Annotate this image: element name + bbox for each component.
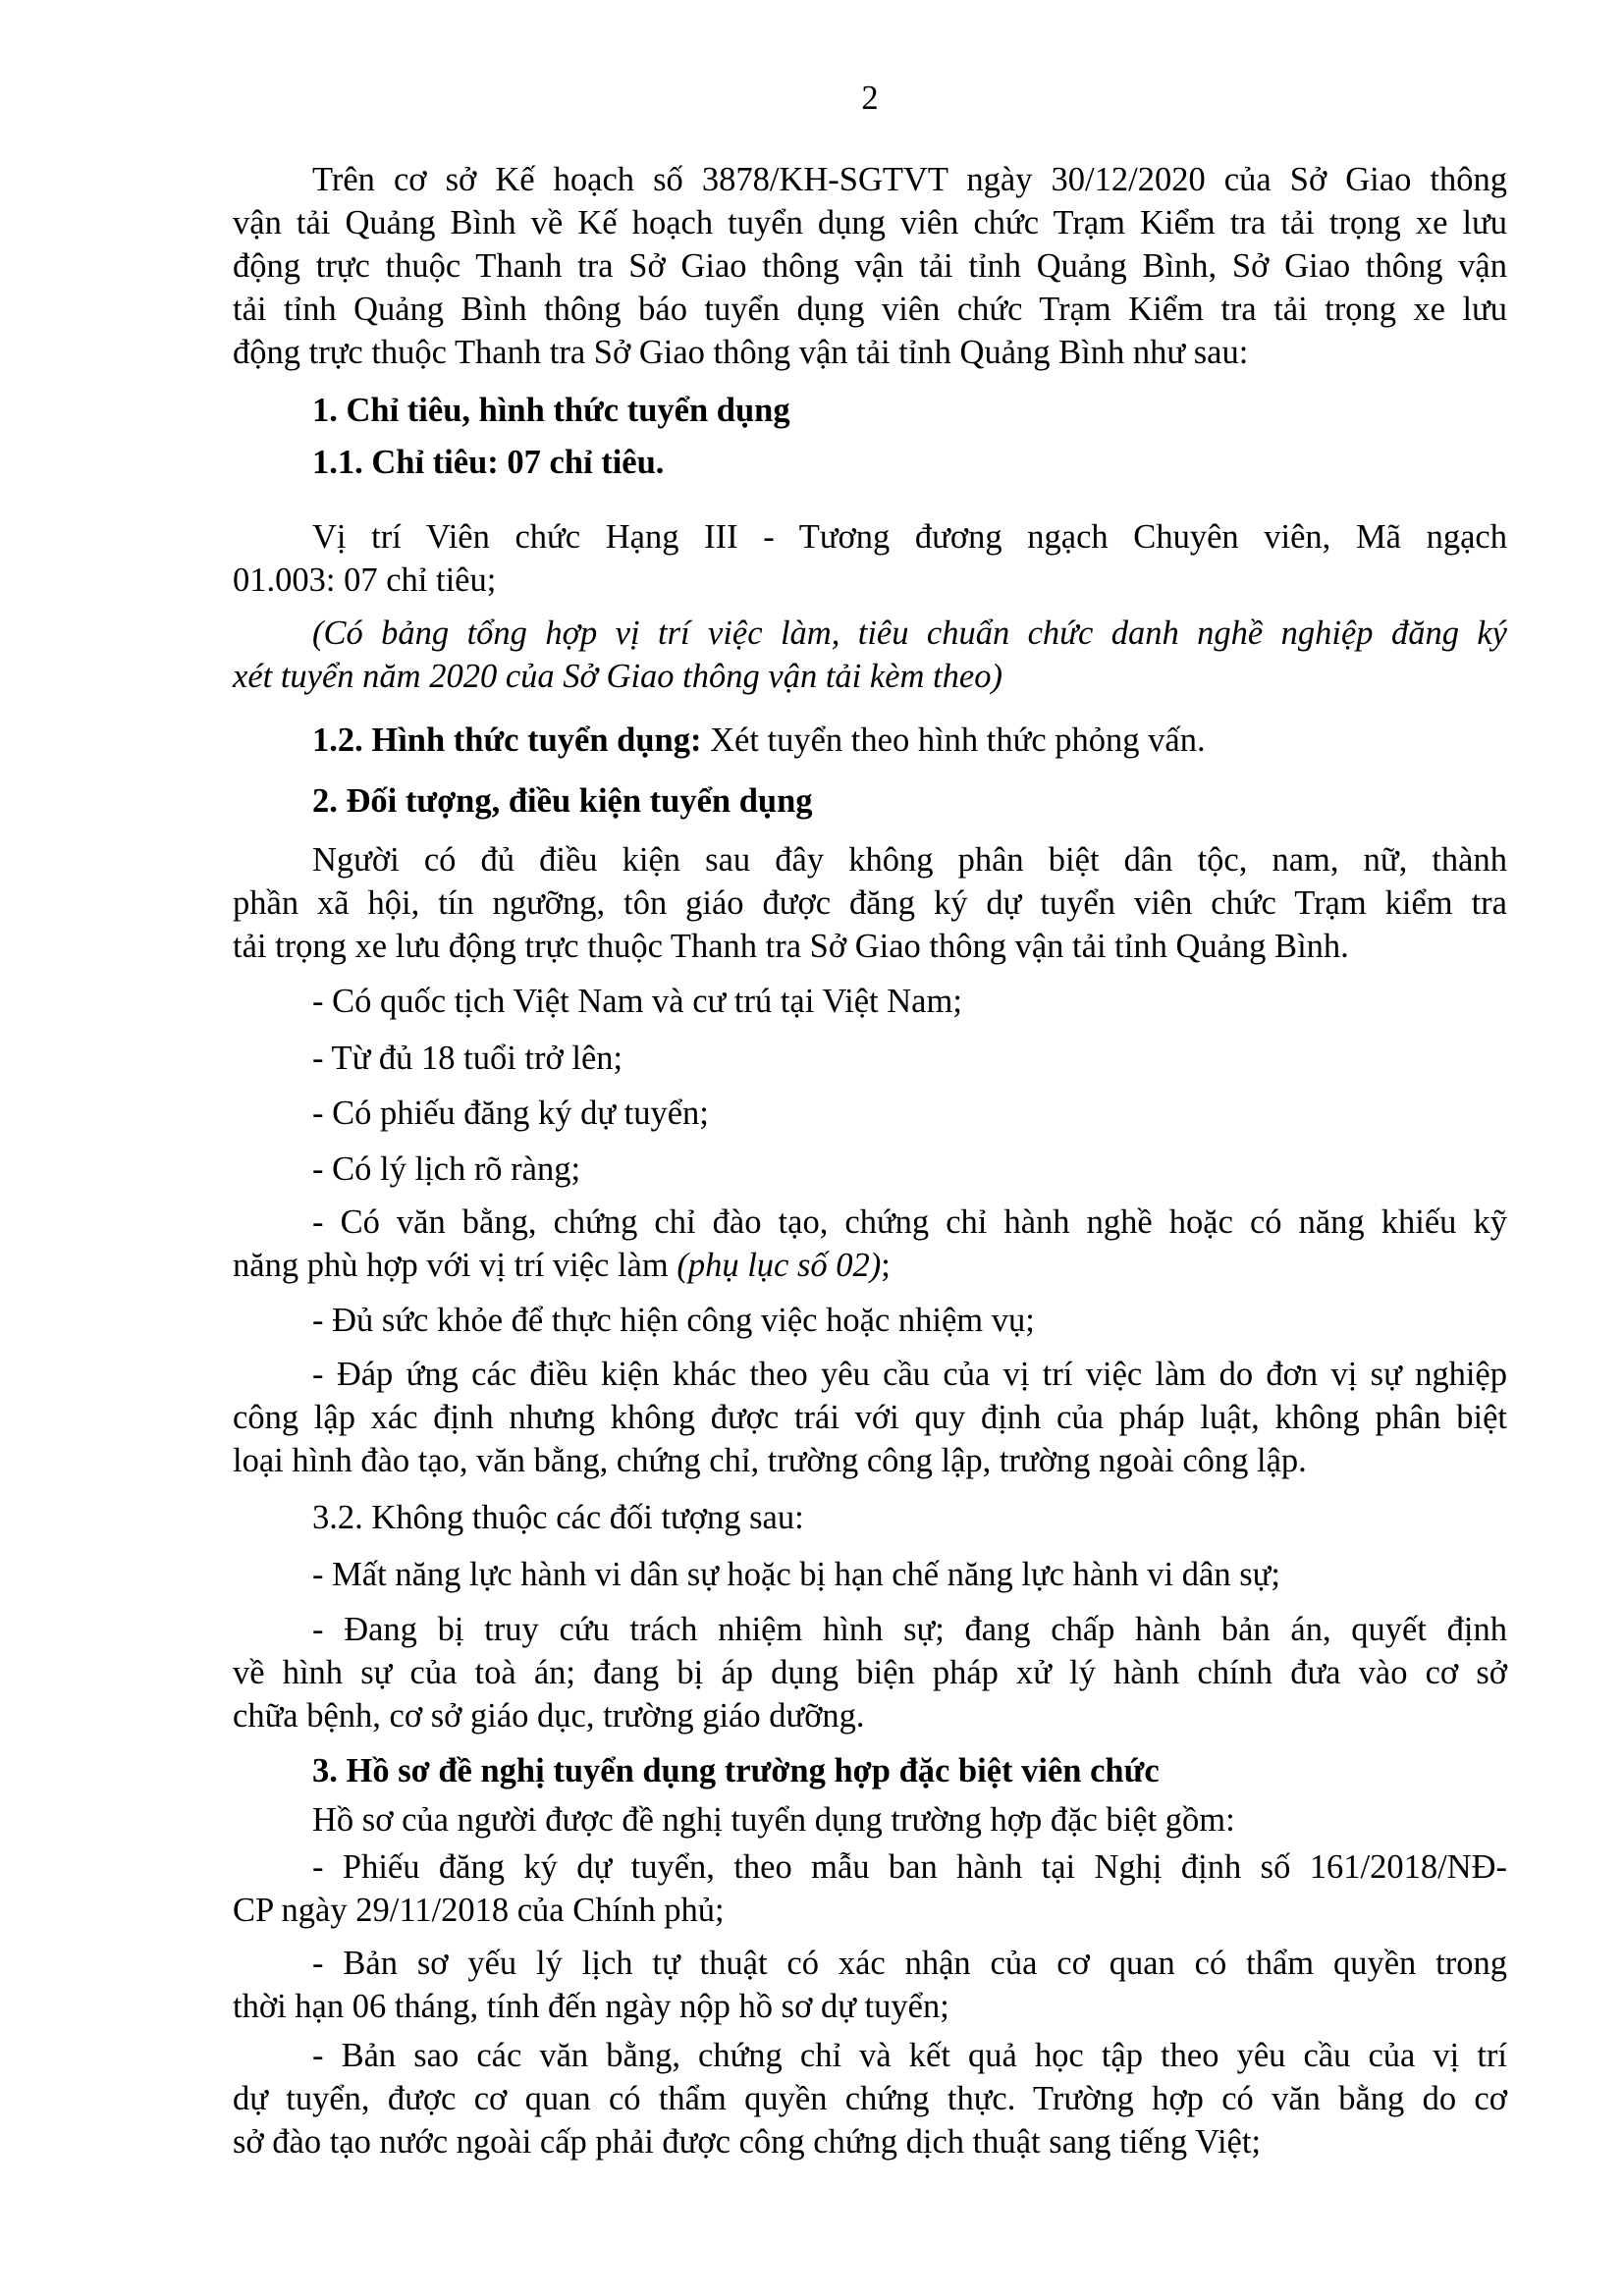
text-run: CP ngày 29/11/2018 của Chính phủ;: [233, 1892, 725, 1929]
section-heading: [233, 441, 1507, 484]
list-item: [233, 1092, 1507, 1135]
text-line: [233, 1201, 1507, 1244]
list-item: [233, 1353, 1507, 1482]
text-run: Xét tuyển theo hình thức phỏng vấn.: [701, 721, 1206, 759]
text-line: [233, 1496, 1507, 1539]
italic-text: (Có bảng tổng hợp vị trí việc làm, tiêu chuẩn chức danh nghề nghiệp đăng ký: [312, 614, 1507, 652]
bold-text: 2. Đối tượng, điều kiện tuyển dụng: [312, 782, 813, 820]
text-line: [233, 1694, 1507, 1737]
text-run: - Có lý lịch rõ ràng;: [312, 1150, 581, 1188]
page-number: 2: [861, 80, 879, 117]
list-item: [233, 1845, 1507, 1932]
paragraph: [233, 158, 1507, 374]
bold-text: 1.1. Chỉ tiêu: 07 chỉ tiêu.: [312, 444, 665, 481]
text-run: vận tải Quảng Bình về Kế hoạch tuyển dụng viên chức Trạm Kiểm tra tải trọng xe lưu: [233, 204, 1507, 241]
text-run: - Từ đủ 18 tuổi trở lên;: [312, 1040, 623, 1077]
text-line: [233, 838, 1507, 881]
text-line: [233, 2120, 1507, 2163]
text-line: [233, 1798, 1507, 1842]
bold-text: 1. Chỉ tiêu, hình thức tuyển dụng: [312, 392, 790, 429]
text-line: [233, 158, 1507, 201]
paragraph: [233, 1798, 1507, 1842]
bold-text: 3. Hồ sơ đề nghị tuyển dụng trường hợp đặc biệt viên chức: [312, 1752, 1160, 1789]
list-item: [233, 1299, 1507, 1342]
text-run: - Bản sơ yếu lý lịch tự thuật có xác nhận của cơ quan có thẩm quyền trong: [312, 1945, 1507, 1982]
text-run: tải tỉnh Quảng Bình thông báo tuyển dụng viên chức Trạm Kiểm tra tải trọng xe lưu: [233, 291, 1507, 328]
text-line: [233, 779, 1507, 823]
text-run: Vị trí Viên chức Hạng III - Tương đương ngạch Chuyên viên, Mã ngạch: [312, 518, 1507, 556]
list-item: [233, 1037, 1507, 1080]
text-run: loại hình đào tạo, văn bằng, chứng chỉ, trường công lập, trường ngoài công lập.: [233, 1442, 1307, 1479]
text-line: [233, 331, 1507, 374]
list-item: [233, 1608, 1507, 1737]
text-line: [233, 1439, 1507, 1482]
text-line: [233, 2034, 1507, 2077]
text-run: thời hạn 06 tháng, tính đến ngày nộp hồ sơ dự tuyển;: [233, 1988, 949, 2025]
text-line: [233, 881, 1507, 925]
section-heading: [233, 1749, 1507, 1792]
text-run: - Đủ sức khỏe để thực hiện công việc hoặc nhiệm vụ;: [312, 1302, 1035, 1339]
text-line: [233, 1749, 1507, 1792]
text-line: [233, 288, 1507, 331]
text-run: ;: [881, 1247, 891, 1284]
text-run: động trực thuộc Thanh tra Sở Giao thông vận tải tỉnh Quảng Bình như sau:: [233, 334, 1249, 371]
section-heading: [233, 389, 1507, 432]
text-run: động trực thuộc Thanh tra Sở Giao thông vận tải tỉnh Quảng Bình, Sở Giao thông vận: [233, 247, 1507, 285]
text-run: tải trọng xe lưu động trực thuộc Thanh tra Sở Giao thông vận tải tỉnh Quảng Bình.: [233, 928, 1349, 965]
text-run: - Phiếu đăng ký dự tuyển, theo mẫu ban hành tại Nghị định số 161/2018/NĐ-: [312, 1848, 1507, 1886]
text-line: [233, 1651, 1507, 1694]
text-line: [233, 1299, 1507, 1342]
text-run: - Có văn bằng, chứng chỉ đào tạo, chứng chỉ hành nghề hoặc có năng khiếu kỹ: [312, 1203, 1507, 1241]
text-run: - Bản sao các văn bằng, chứng chỉ và kết quả học tập theo yêu cầu của vị trí: [312, 2037, 1507, 2074]
bold-text: 1.2. Hình thức tuyển dụng:: [312, 721, 702, 759]
text-line: [233, 719, 1507, 762]
list-item: [233, 1942, 1507, 2028]
text-run: - Có quốc tịch Việt Nam và cư trú tại Việt Nam;: [312, 983, 962, 1020]
section-heading: [233, 779, 1507, 823]
text-run: chữa bệnh, cơ sở giáo dục, trường giáo dưỡng.: [233, 1697, 865, 1735]
text-run: công lập xác định nhưng không được trái với quy định của pháp luật, không phân biệt: [233, 1399, 1507, 1436]
text-run: 01.003: 07 chỉ tiêu;: [233, 561, 497, 599]
text-line: [233, 389, 1507, 432]
text-line: [233, 201, 1507, 244]
text-line: [233, 559, 1507, 602]
text-line: [233, 1845, 1507, 1889]
italic-text: (phụ lục số 02): [677, 1247, 882, 1284]
note-paragraph: [233, 612, 1507, 698]
text-line: [233, 1889, 1507, 1932]
text-line: [233, 1148, 1507, 1191]
text-line: [233, 515, 1507, 559]
text-line: [233, 1942, 1507, 1985]
paragraph: [233, 1496, 1507, 1539]
text-line: [233, 1553, 1507, 1596]
italic-text: xét tuyển năm 2020 của Sở Giao thông vận tải kèm theo): [233, 658, 1002, 695]
text-run: Người có đủ điều kiện sau đây không phân biệt dân tộc, nam, nữ, thành: [312, 841, 1507, 879]
paragraph: [233, 515, 1507, 602]
text-run: Trên cơ sở Kế hoạch số 3878/KH-SGTVT ngày 30/12/2020 của Sở Giao thông: [312, 161, 1507, 198]
text-run: dự tuyển, được cơ quan có thẩm quyền chứng thực. Trường hợp có văn bằng do cơ: [233, 2080, 1507, 2117]
list-item: [233, 1201, 1507, 1287]
text-line: [233, 441, 1507, 484]
text-run: - Có phiếu đăng ký dự tuyển;: [312, 1095, 709, 1132]
text-line: [233, 244, 1507, 288]
text-line: [233, 655, 1507, 698]
text-line: [233, 2077, 1507, 2120]
text-line: [233, 1353, 1507, 1396]
list-item: [233, 980, 1507, 1023]
paragraph: [233, 838, 1507, 968]
text-run: phần xã hội, tín ngưỡng, tôn giáo được đăng ký dự tuyển viên chức Trạm kiểm tra: [233, 884, 1507, 922]
text-run: Hồ sơ của người được đề nghị tuyển dụng trường hợp đặc biệt gồm:: [312, 1801, 1235, 1839]
text-line: [233, 925, 1507, 968]
text-run: - Mất năng lực hành vi dân sự hoặc bị hạn chế năng lực hành vi dân sự;: [312, 1556, 1280, 1593]
text-run: - Đáp ứng các điều kiện khác theo yêu cầu của vị trí việc làm do đơn vị sự nghiệp: [312, 1356, 1507, 1393]
text-line: [233, 980, 1507, 1023]
list-item: [233, 2034, 1507, 2163]
section-heading: [233, 719, 1507, 762]
text-run: sở đào tạo nước ngoài cấp phải được công chứng dịch thuật sang tiếng Việt;: [233, 2123, 1262, 2161]
text-line: [233, 1244, 1507, 1287]
text-run: năng phù hợp với vị trí việc làm: [233, 1247, 677, 1284]
text-line: [233, 1092, 1507, 1135]
text-run: 3.2. Không thuộc các đối tượng sau:: [312, 1499, 804, 1536]
list-item: [233, 1553, 1507, 1596]
text-run: về hình sự của toà án; đang bị áp dụng biện pháp xử lý hành chính đưa vào cơ sở: [233, 1654, 1507, 1691]
text-line: [233, 1985, 1507, 2028]
text-line: [233, 612, 1507, 655]
text-line: [233, 1396, 1507, 1439]
text-line: [233, 1608, 1507, 1651]
list-item: [233, 1148, 1507, 1191]
text-run: - Đang bị truy cứu trách nhiệm hình sự; đang chấp hành bản án, quyết định: [312, 1611, 1507, 1648]
text-line: [233, 1037, 1507, 1080]
